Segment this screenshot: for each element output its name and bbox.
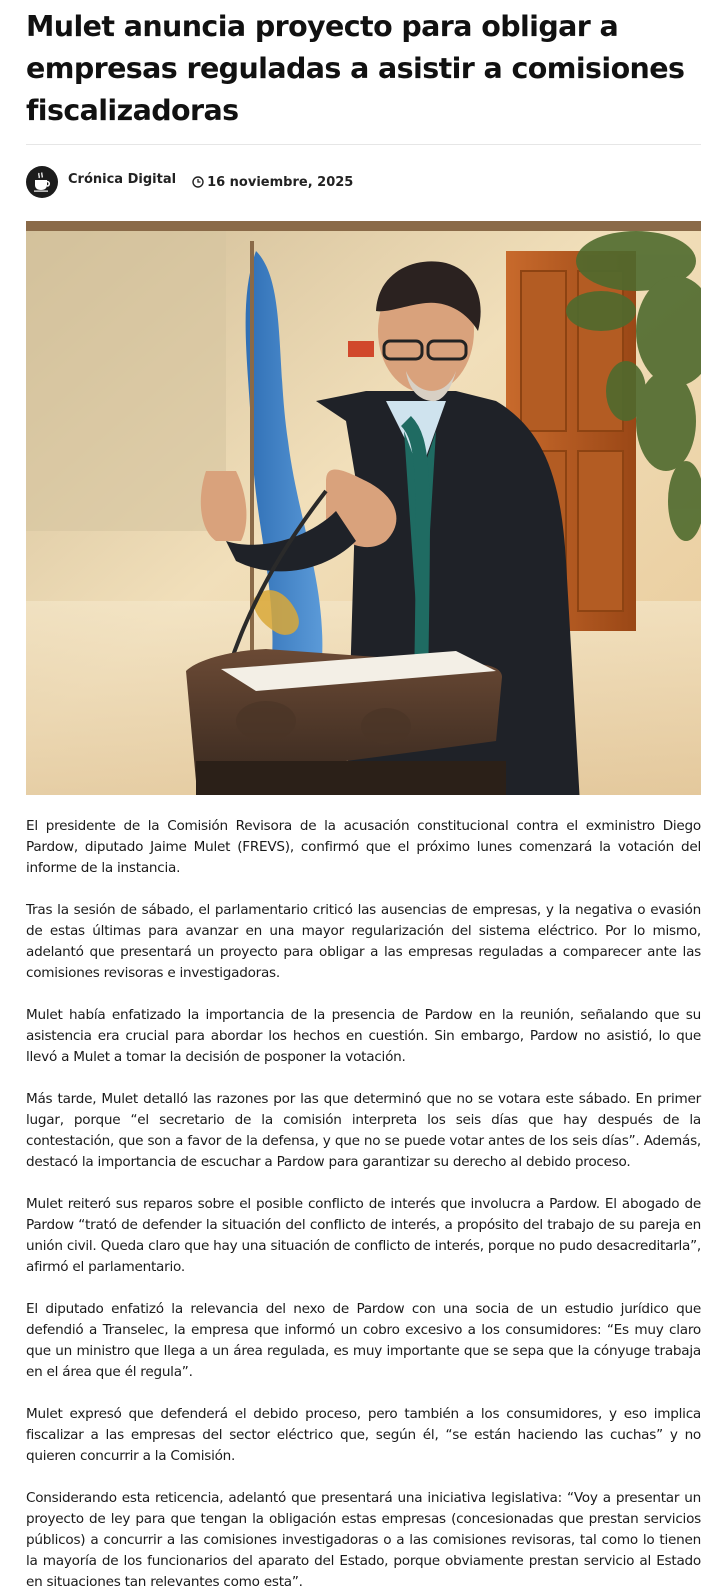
article-paragraph: El diputado enfatizó la relevancia del nexo de Pardow con una socia de un estudio jurídico que defendió a Transelec, la empresa que informó un cobro excesivo a los consumidores: “Es muy claro que un ministro que llega a un área regulada, es muy importante que se sepa que la cónyuge trabaja en el área que él regula”.	[26, 1301, 701, 1380]
article-paragraph: El presidente de la Comisión Revisora de la acusación constitucional contra el exministro Diego Pardow, diputado Jaime Mulet (FREVS), confirmó que el próximo lunes comenzará la votación del informe de la instancia.	[26, 818, 701, 876]
title-divider	[26, 144, 701, 145]
author-name-link[interactable]: Crónica Digital	[68, 171, 177, 187]
article-paragraph: Considerando esta reticencia, adelantó que presentará una iniciativa legislativa: “Voy a presentar un proyecto de ley para que tengan la obligación estas empresas (concesionadas que prestan servicios públicos) a concurrir a las comisiones investigadoras o a las comisiones revisoras, tal como lo tienen la mayoría de los funcionarios del aparato del Estado, porque obviamente prestan servicio al Estado en situaciones tan relevantes como esta”.	[26, 1490, 701, 1590]
article-title: Mulet anuncia proyecto para obligar a empresas reguladas a asistir a comisiones fiscalizadoras	[26, 10, 685, 127]
hero-photo-illustration	[26, 221, 701, 795]
article-hero-image	[26, 221, 701, 795]
author-avatar[interactable]	[26, 166, 58, 198]
article-paragraph: Tras la sesión de sábado, el parlamentario criticó las ausencias de empresas, y la negativa o evasión de estas últimas para avanzar en una mayor regularización del sistema eléctrico. Por lo mismo, adelantó que presentará un proyecto para obligar a las empresas reguladas a comparecer ante las comisiones revisoras e investigadoras.	[26, 902, 701, 981]
article-body	[26, 816, 701, 1593]
clock-icon	[192, 176, 204, 188]
coffee-cup-icon	[31, 171, 53, 193]
article-paragraph: Mulet reiteró sus reparos sobre el posible conflicto de interés que involucra a Pardow. El abogado de Pardow “trató de defender la situación del conflicto de interés, a propósito del trabajo de su pareja en unión civil. Queda claro que hay una situación de conflicto de interés, porque no pudo desacreditarla”, afirmó el parlamentario.	[26, 1196, 701, 1275]
article-paragraph: Mulet expresó que defenderá el debido proceso, pero también a los consumidores, y eso implica fiscalizar a las empresas del sector eléctrico que, según él, “se están haciendo las cuchas” y no quieren concurrir a la Comisión.	[26, 1406, 701, 1464]
publish-date	[192, 175, 353, 190]
article-meta	[26, 164, 701, 200]
publish-date-text: 16 noviembre, 2025	[207, 174, 354, 190]
article-paragraph: Más tarde, Mulet detalló las razones por las que determinó que no se votara este sábado. En primer lugar, porque “el secretario de la comisión interpreta los seis días que hay después de la contestación, que son a favor de la defensa, y que no se puede votar antes de los seis días”. Además, destacó la importancia de escuchar a Pardow para garantizar su derecho al debido proceso.	[26, 1091, 701, 1170]
article-paragraph: Mulet había enfatizado la importancia de la presencia de Pardow en la reunión, señalando que su asistencia era crucial para abordar los hechos en cuestión. Sin embargo, Pardow no asistió, lo que llevó a Mulet a tomar la decisión de posponer la votación.	[26, 1007, 701, 1065]
